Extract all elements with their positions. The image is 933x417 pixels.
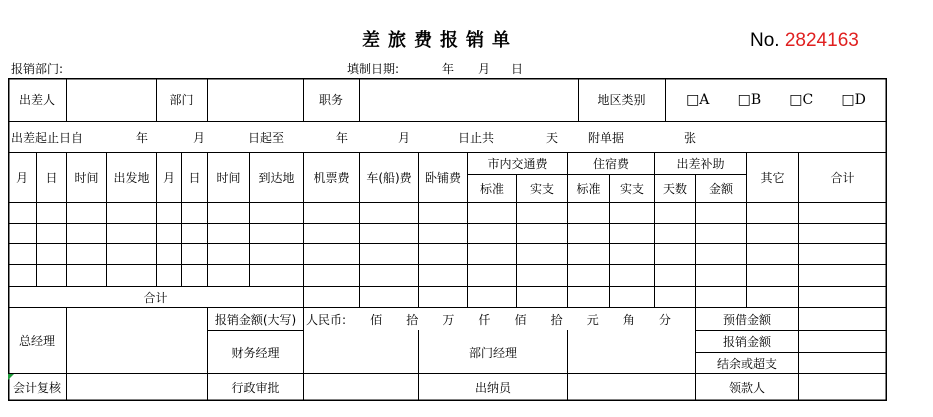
cell-comment-marker (8, 374, 14, 380)
col-time: 时间 (74, 171, 99, 185)
col-total: 合计 (830, 171, 855, 185)
col-local-transport: 市内交通费 (487, 157, 548, 171)
unit-shi: 拾 (406, 312, 419, 327)
attach-sheets: 张 (684, 130, 697, 145)
audit-label: 会计复核 (12, 381, 61, 395)
finance-manager-label: 财务经理 (231, 345, 280, 360)
subtotal-label: 合计 (143, 290, 168, 305)
unit-yuan: 元 (586, 312, 599, 327)
col-lodging: 住宿费 (592, 157, 629, 171)
date-label: 填制日期: (347, 62, 400, 76)
col-allowance: 出差补助 (676, 157, 725, 171)
position-label: 职务 (318, 93, 343, 107)
region-options (666, 78, 886, 121)
col-month: 月 (15, 171, 28, 185)
admin-approval-label: 行政审批 (231, 381, 280, 395)
col-day2: 日 (188, 171, 201, 185)
gm-label: 总经理 (18, 334, 55, 348)
trip-day1: 日起至 (248, 130, 285, 145)
trip-year2: 年 (336, 130, 349, 145)
col-from: 出发地 (113, 171, 150, 185)
reimbursement-table (8, 78, 887, 401)
date-day: 日 (511, 62, 524, 76)
col-local-standard: 标准 (479, 182, 504, 196)
region-option-a[interactable]: □A (686, 91, 710, 108)
date-month: 月 (478, 62, 491, 76)
col-air: 机票费 (313, 171, 350, 185)
traveler-label: 出差人 (18, 93, 55, 107)
advance-label: 预借金额 (722, 312, 771, 327)
trip-days: 天 (546, 130, 559, 145)
payee-label: 领款人 (728, 381, 765, 395)
region-option-b[interactable]: □B (737, 91, 762, 108)
col-car: 车(船)费 (366, 171, 412, 185)
form-title: 差旅费报销单 (362, 30, 518, 51)
unit-bai-2: 佰 (514, 312, 527, 327)
position-field[interactable] (360, 78, 578, 121)
number-prefix: No. (750, 30, 780, 51)
amount-caps-label: 报销金额(大写) (214, 312, 297, 327)
col-allowance-amount: 金额 (708, 182, 733, 196)
col-allowance-days: 天数 (662, 182, 687, 196)
unit-fen: 分 (658, 312, 671, 327)
trip-start-label: 出差起止日自 (11, 130, 84, 145)
col-day: 日 (45, 171, 58, 185)
attach-label: 附单据 (588, 130, 625, 145)
trip-day2: 日止共 (458, 130, 495, 145)
col-other: 其它 (760, 171, 785, 185)
reimb-label: 报销金额 (722, 335, 771, 349)
unit-shi-2: 拾 (550, 312, 563, 327)
col-lodging-standard: 标准 (576, 182, 601, 196)
dept-manager-label: 部门经理 (468, 345, 517, 360)
department-label: 部门 (169, 93, 194, 107)
region-option-c[interactable]: □C (789, 91, 814, 108)
region-option-d[interactable]: □D (841, 91, 866, 108)
col-to: 到达地 (258, 171, 295, 185)
dept-label: 报销部门: (11, 62, 64, 76)
balance-label: 结余或超支 (716, 356, 777, 371)
unit-bai: 佰 (370, 312, 383, 327)
rmb-label: 人民币: (306, 312, 347, 327)
col-lodging-actual: 实支 (619, 182, 644, 196)
col-local-actual: 实支 (529, 182, 554, 196)
department-field[interactable] (208, 78, 303, 121)
unit-qian: 仟 (478, 312, 491, 327)
trip-month1: 月 (193, 130, 206, 145)
date-year: 年 (442, 62, 455, 76)
unit-wan: 万 (442, 312, 455, 327)
traveler-field[interactable] (67, 78, 156, 121)
form-number (750, 30, 859, 52)
col-month2: 月 (162, 171, 175, 185)
col-time2: 时间 (216, 171, 241, 185)
cashier-label: 出纳员 (474, 381, 511, 395)
region-label: 地区类别 (597, 93, 646, 107)
amount-caps-field[interactable] (304, 308, 695, 330)
unit-jiao: 角 (622, 312, 635, 327)
col-sleeper: 卧铺费 (424, 171, 461, 185)
trip-month2: 月 (398, 130, 411, 145)
number-value: 2824163 (784, 30, 859, 51)
trip-year1: 年 (136, 130, 149, 145)
